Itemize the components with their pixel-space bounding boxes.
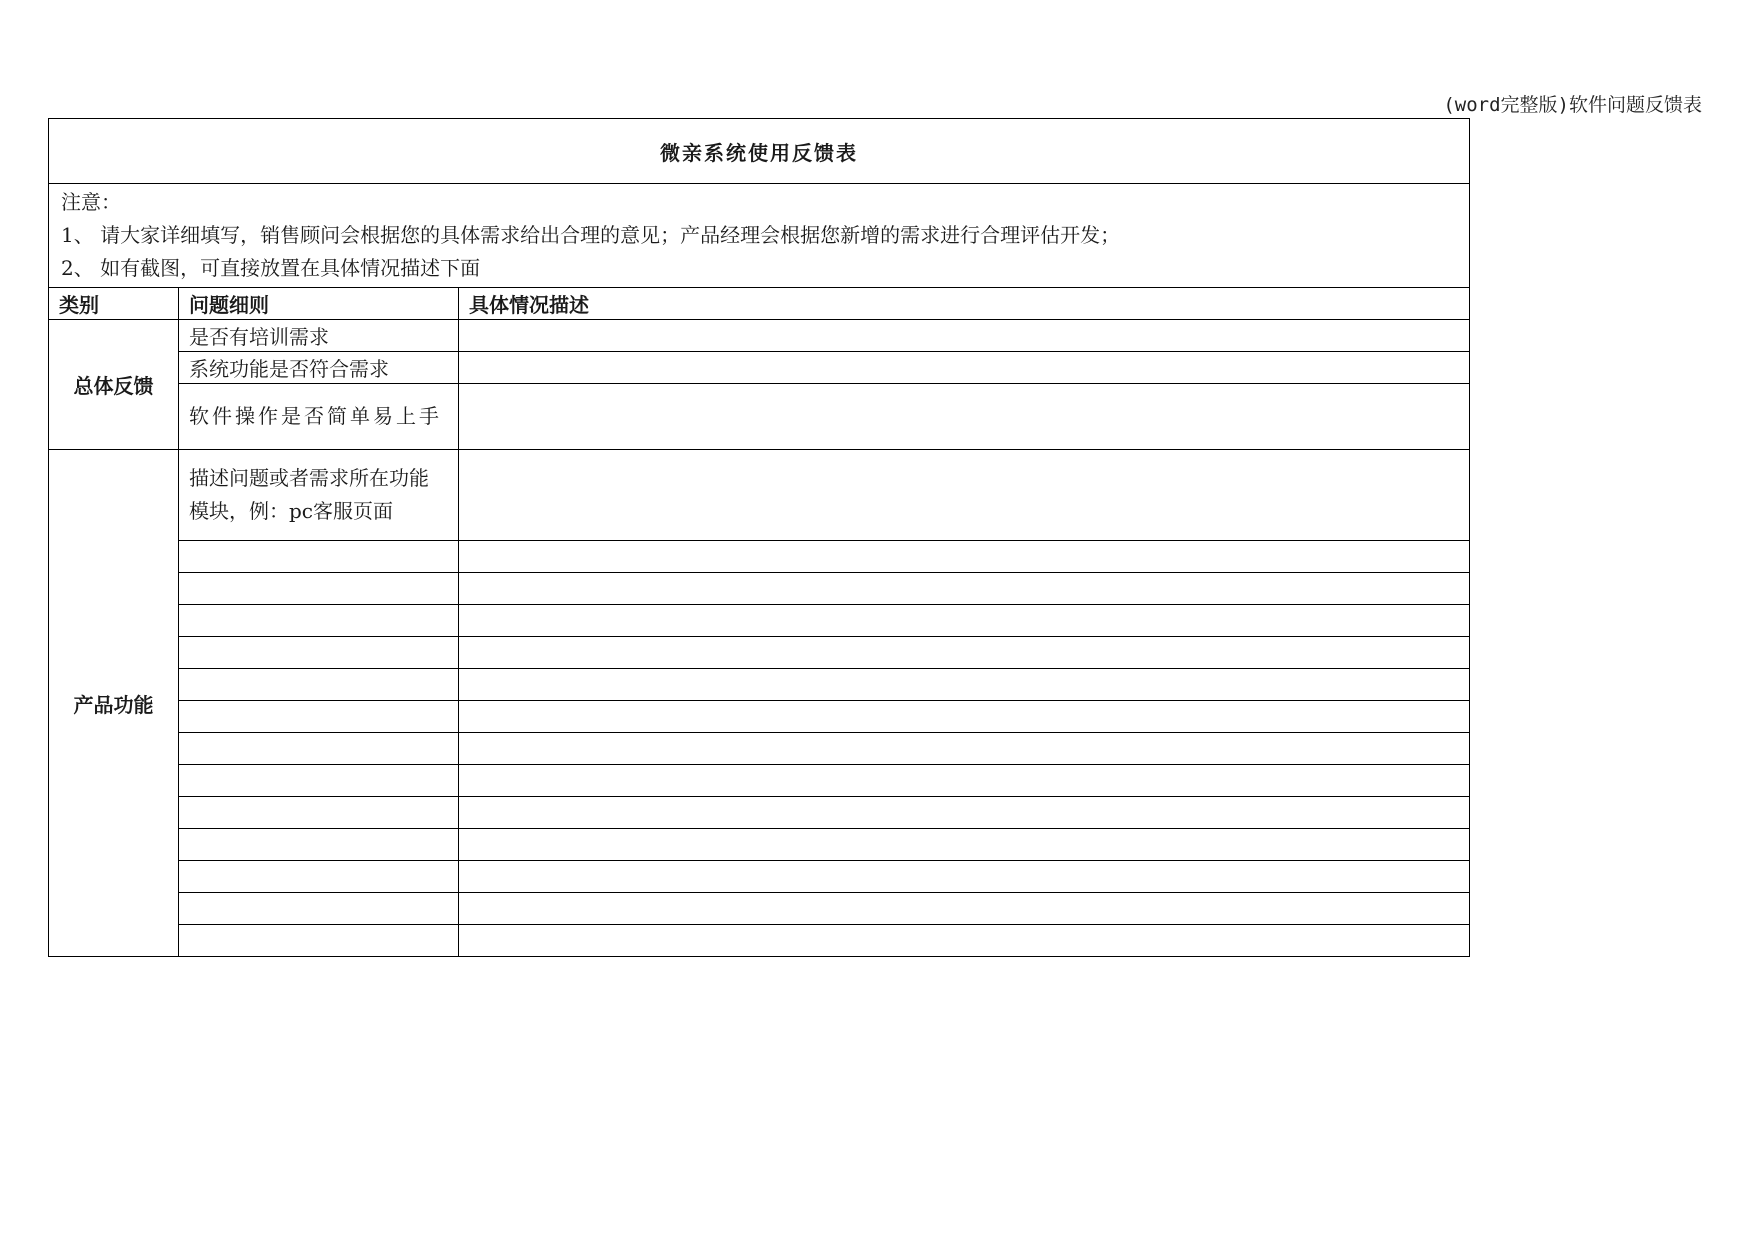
detail-cell[interactable] — [179, 925, 459, 957]
table-row — [49, 605, 1470, 637]
detail-cell: 软件操作是否简单易上手 — [179, 384, 459, 450]
description-cell[interactable] — [459, 573, 1470, 605]
table-row — [49, 637, 1470, 669]
detail-cell[interactable] — [179, 573, 459, 605]
table-row — [49, 925, 1470, 957]
column-header-row — [49, 288, 1470, 320]
table-row — [49, 450, 1470, 541]
detail-cell[interactable] — [179, 669, 459, 701]
detail-cell[interactable] — [179, 765, 459, 797]
table-row — [49, 352, 1470, 384]
detail-cell: 是否有培训需求 — [179, 320, 459, 352]
category-overall-feedback: 总体反馈 — [49, 320, 179, 450]
detail-cell[interactable] — [179, 797, 459, 829]
table-row — [49, 765, 1470, 797]
category-product-features: 产品功能 — [49, 450, 179, 957]
description-cell[interactable] — [459, 450, 1470, 541]
notes-block — [49, 184, 1470, 288]
feedback-form-table — [48, 118, 1470, 957]
description-cell[interactable] — [459, 733, 1470, 765]
table-row — [49, 893, 1470, 925]
description-cell[interactable] — [459, 541, 1470, 573]
description-cell[interactable] — [459, 669, 1470, 701]
detail-cell: 描述问题或者需求所在功能模块，例：pc客服页面 — [179, 450, 459, 541]
table-row — [49, 701, 1470, 733]
description-cell[interactable] — [459, 637, 1470, 669]
detail-cell[interactable] — [179, 637, 459, 669]
detail-cell[interactable] — [179, 733, 459, 765]
description-cell[interactable] — [459, 797, 1470, 829]
description-cell[interactable] — [459, 605, 1470, 637]
description-cell[interactable] — [459, 829, 1470, 861]
table-row — [49, 541, 1470, 573]
notes-item-2: 2、 如有截图，可直接放置在具体情况描述下面 — [61, 256, 481, 280]
table-row — [49, 829, 1470, 861]
detail-cell[interactable] — [179, 701, 459, 733]
detail-cell[interactable] — [179, 605, 459, 637]
description-cell[interactable] — [459, 384, 1470, 450]
description-cell[interactable] — [459, 352, 1470, 384]
detail-cell[interactable] — [179, 893, 459, 925]
column-header-detail: 问题细则 — [179, 288, 459, 320]
form-title: 微亲系统使用反馈表 — [49, 119, 1470, 184]
detail-cell[interactable] — [179, 541, 459, 573]
table-row — [49, 573, 1470, 605]
document-header-note: (word完整版)软件问题反馈表 — [1443, 94, 1702, 116]
column-header-description: 具体情况描述 — [459, 288, 1470, 320]
notes-heading: 注意： — [61, 190, 121, 214]
description-cell[interactable] — [459, 701, 1470, 733]
table-row — [49, 320, 1470, 352]
detail-cell[interactable] — [179, 861, 459, 893]
table-row — [49, 384, 1470, 450]
description-cell[interactable] — [459, 320, 1470, 352]
table-row — [49, 861, 1470, 893]
table-row — [49, 669, 1470, 701]
table-row — [49, 733, 1470, 765]
description-cell[interactable] — [459, 893, 1470, 925]
description-cell[interactable] — [459, 765, 1470, 797]
table-row — [49, 797, 1470, 829]
description-cell[interactable] — [459, 925, 1470, 957]
description-cell[interactable] — [459, 861, 1470, 893]
detail-cell: 系统功能是否符合需求 — [179, 352, 459, 384]
column-header-category: 类别 — [49, 288, 179, 320]
notes-item-1: 1、 请大家详细填写，销售顾问会根据您的具体需求给出合理的意见；产品经理会根据您新增的需求进行合理评估开发； — [61, 223, 1121, 247]
detail-cell[interactable] — [179, 829, 459, 861]
